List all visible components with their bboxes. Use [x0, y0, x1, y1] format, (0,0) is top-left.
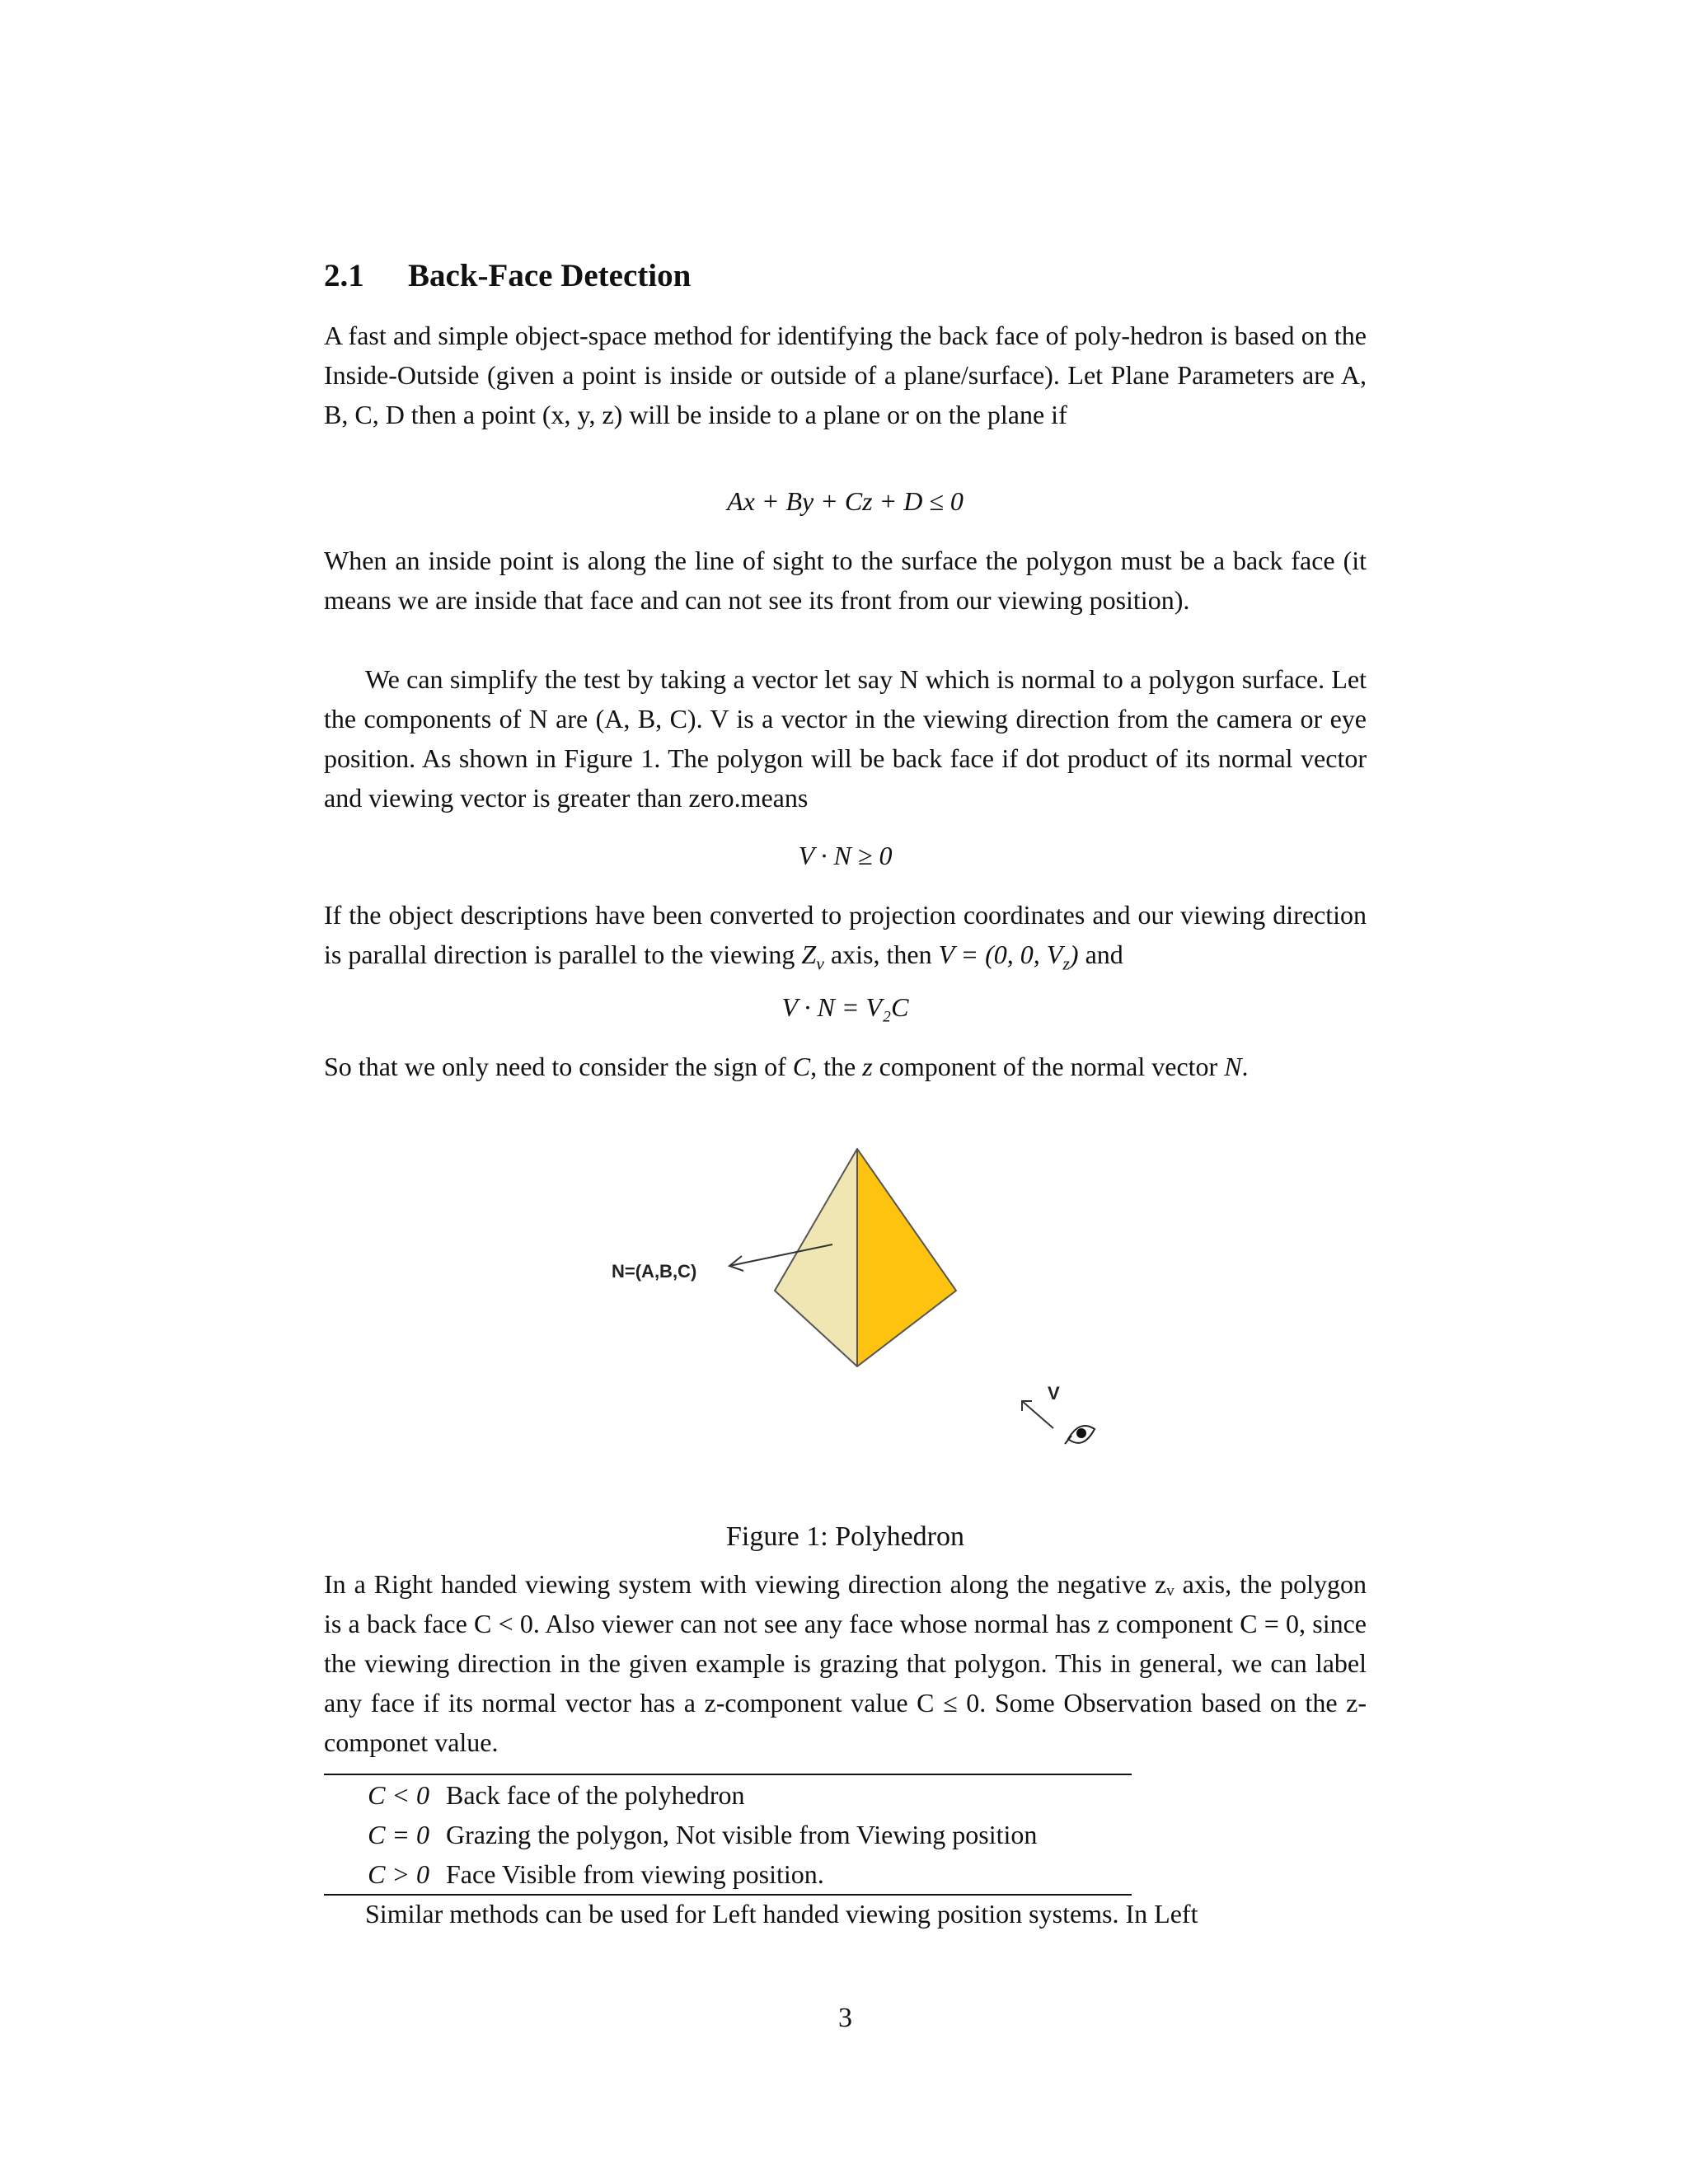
table-description: Back face of the polyhedron [446, 1780, 745, 1810]
math-c: C [792, 1052, 811, 1081]
paragraph-right-handed: In a Right handed viewing system with viewing direction along the negative zᵥ axis, the polygon is a back face C < 0. Also viewer can not see any face whose normal has z component C = 0, since the viewing direction in the given example is grazing that polygon. This in general, we can label any face if its normal vector has a z-component value C ≤ 0. Some Observation based on the z-componet value. [324, 1569, 1367, 1757]
figure-caption: Figure 1: Polyhedron [726, 1521, 964, 1552]
math-zv-sub: v [816, 953, 824, 974]
polyhedron-left-face [775, 1149, 857, 1366]
view-arrow-line [1022, 1401, 1053, 1428]
paragraph-projection-text-b: axis, then [823, 940, 939, 969]
paragraph-projection [324, 895, 1367, 983]
section-number: 2.1 [324, 258, 364, 293]
z-component-table [324, 1774, 1132, 1896]
table-condition: C = 0 [368, 1820, 429, 1849]
paragraph-left-handed: Similar methods can be used for Left handed viewing position systems. In Left [365, 1899, 1198, 1929]
math-zv: Z [801, 940, 817, 969]
paragraph-inside-point: When an inside point is along the line of sight to the surface the polygon must be a back face (it means we are inside that face and can not see its front from our viewing position). [324, 546, 1367, 615]
paragraph-normal-vector: We can simplify the test by taking a vector let say N which is normal to a polygon surface. Let the components of N are (A, B, C). V is a vector in the viewing direction from the camera or eye position. As shown in Figure 1. The polygon will be back face if dot product of its normal vector and viewing vector is greater than zero.means [324, 664, 1367, 813]
paragraph-projection-text-c: and [1078, 940, 1123, 969]
math-z: z [862, 1052, 873, 1081]
math-v-vector-end: ) [1069, 940, 1079, 969]
paragraph-intro: A fast and simple object-space method for identifying the back face of poly-hedron is based on the Inside-Outside (given a point is inside or outside of a plane/surface). Let Plane Parameters are A, B, C, D then a point (x, y, z) will be inside to a plane or on the plane if [324, 321, 1367, 429]
normal-vector-label: N=(A,B,C) [612, 1261, 697, 1282]
page-number: 3 [838, 2003, 852, 2033]
paragraph-sign-text-c: component of the normal vector [872, 1052, 1225, 1081]
math-v-vector-sub: z [1062, 953, 1070, 974]
math-v-vector: V = (0, 0, V [938, 940, 1063, 969]
polyhedron-diagram [577, 1146, 1137, 1492]
math-n: N [1224, 1052, 1242, 1081]
paragraph-sign-of-c [324, 1047, 1367, 1086]
paragraph-sign-text-a: So that we only need to consider the sign of [324, 1052, 793, 1081]
paragraph-projection-text-a: If the object descriptions have been converted to projection coordinates and our viewing direction is parallal direction is parallel to the viewing [324, 900, 1367, 969]
section-title: Back-Face Detection [408, 258, 692, 293]
table-row [324, 1815, 1132, 1854]
table-row [324, 1775, 1132, 1815]
table-condition: C > 0 [368, 1859, 429, 1889]
section-heading [324, 257, 1367, 294]
view-vector-label: V [1048, 1383, 1060, 1404]
polyhedron-right-face [857, 1149, 956, 1366]
equation-plane-inequality: Ax + By + Cz + D ≤ 0 [727, 486, 964, 516]
paragraph-sign-text-d: . [1241, 1052, 1249, 1081]
table-description: Face Visible from viewing position. [446, 1859, 824, 1889]
table-condition: C < 0 [368, 1780, 429, 1810]
eye-icon [1065, 1426, 1095, 1444]
figure-polyhedron [577, 1146, 1137, 1492]
table-row [324, 1854, 1132, 1894]
equation-dot-product: V · N ≥ 0 [798, 841, 893, 870]
table-description: Grazing the polygon, Not visible from Viewing position [446, 1820, 1038, 1849]
paragraph-sign-text-b: , the [810, 1052, 863, 1081]
equation-vzc: V · N = V₂C [781, 992, 909, 1022]
